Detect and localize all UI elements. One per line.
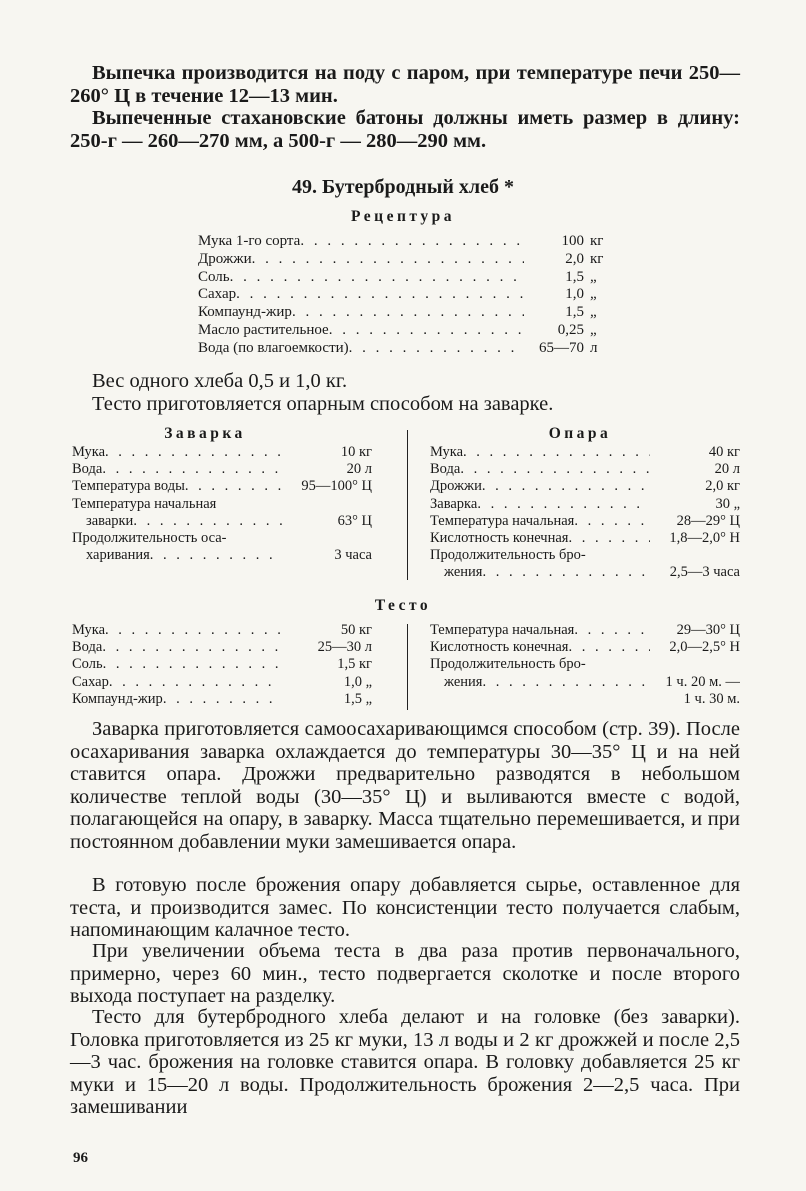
ingredient-unit: кг bbox=[590, 250, 604, 267]
zavarka-value: 63° Ц bbox=[337, 512, 372, 529]
testo-value: 1,0 „ bbox=[343, 673, 372, 690]
leader-dots bbox=[133, 513, 282, 530]
leader-dots bbox=[236, 286, 524, 304]
testo-left-list bbox=[72, 622, 372, 708]
testo-value: 1 ч. 20 м. — bbox=[665, 673, 740, 690]
intro-paragraph-2: Выпеченные стахановские батоны должны иметь размер в длину: 250-г — 260—270 мм, а 500-г — 280—290 мм. bbox=[70, 107, 740, 152]
leader-dots bbox=[300, 233, 524, 251]
leader-dots bbox=[252, 251, 524, 269]
ingredient-unit: „ bbox=[590, 286, 597, 303]
testo-value: 1,5 „ bbox=[343, 690, 372, 707]
ingredient-name: Вода (по влагоемкости) bbox=[198, 339, 349, 356]
recipe-item bbox=[198, 304, 618, 322]
testo-label: Кислотность конечная bbox=[430, 639, 569, 656]
opara-value: 28—29° Ц bbox=[676, 512, 740, 529]
opara-item bbox=[430, 461, 740, 478]
zavarka-label-cont: харивания bbox=[86, 547, 150, 564]
testo-label: Продолжительность бро- bbox=[430, 656, 586, 673]
opara-label: Продолжительность бро- bbox=[430, 547, 586, 564]
testo-item bbox=[72, 674, 372, 691]
weight-text: Вес одного хлеба 0,5 и 1,0 кг. bbox=[92, 370, 348, 392]
recipe-item bbox=[198, 286, 618, 304]
ingredient-amount: 100 bbox=[561, 233, 584, 249]
ingredient-amount: 0,25 bbox=[557, 321, 584, 338]
leader-dots bbox=[105, 622, 282, 639]
zavarka-item bbox=[72, 547, 372, 564]
opara-label: Заварка bbox=[430, 495, 478, 512]
zavarka-value: 20 л bbox=[346, 461, 372, 478]
recipe-heading: Рецептура bbox=[351, 208, 455, 225]
body-paragraph-2: В готовую после брожения опару добавляется сырье, оставленное для теста, и производится замес. По консистенции тесто получается слабым, напоминающим калачное тесто. bbox=[70, 874, 740, 941]
opara-value: 30 „ bbox=[715, 495, 740, 512]
body-paragraph-1: Заварка приготовляется самоосахаривающимся способом (стр. 39). После осахаривания заварка охлаждается до температуры 30—35° Ц и на ней ставится опара. Дрожжи предварительно разводятся в небольшом количестве теплой воды (30—35° Ц) и выливаются вместе с водой, полагающейся на опару, в заварку. Масса тщательно перемешивается, и при постоянном добавлении муки замешивается опара. bbox=[70, 718, 740, 853]
leader-dots bbox=[568, 639, 650, 656]
leader-dots bbox=[102, 639, 282, 656]
opara-item bbox=[430, 513, 740, 530]
testo-item bbox=[72, 656, 372, 673]
opara-label: Кислотность конечная bbox=[430, 530, 569, 547]
zavarka-value: 95—100° Ц bbox=[301, 478, 372, 495]
leader-dots bbox=[185, 478, 282, 495]
zavarka-item bbox=[72, 513, 372, 530]
opara-label: Температура начальная bbox=[430, 512, 575, 529]
leader-dots bbox=[105, 444, 282, 461]
leader-dots bbox=[568, 530, 650, 547]
ingredient-name: Соль bbox=[198, 268, 230, 285]
zavarka-label: Продолжительность оса- bbox=[72, 530, 227, 547]
testo-item bbox=[72, 622, 372, 639]
opara-label-cont: жения bbox=[444, 564, 483, 581]
leader-dots bbox=[329, 322, 524, 340]
recipe-item bbox=[198, 322, 618, 340]
testo-value-2: 1 ч. 30 м. bbox=[683, 690, 740, 707]
zavarka-list bbox=[72, 444, 372, 564]
ingredient-unit: „ bbox=[590, 321, 597, 338]
testo-label: Мука bbox=[72, 622, 106, 638]
testo-value: 1,5 кг bbox=[337, 656, 372, 673]
testo-heading: Тесто bbox=[374, 597, 432, 614]
testo-right-list bbox=[430, 622, 740, 708]
ingredient-unit: кг bbox=[590, 233, 604, 249]
ingredient-name: Компаунд-жир bbox=[198, 304, 292, 321]
leader-dots bbox=[463, 444, 650, 461]
ingredient-name: Дрожжи bbox=[198, 250, 252, 267]
leader-dots bbox=[460, 461, 650, 478]
opara-item bbox=[430, 530, 740, 547]
ingredient-unit: л bbox=[590, 339, 598, 356]
testo-label: Температура начальная bbox=[430, 622, 575, 638]
leader-dots bbox=[574, 513, 650, 530]
leader-dots bbox=[482, 478, 650, 495]
zavarka-label: Мука bbox=[72, 444, 106, 460]
leader-dots bbox=[482, 564, 650, 581]
testo-value: 29—30° Ц bbox=[676, 622, 740, 638]
leader-dots bbox=[150, 547, 282, 564]
leader-dots bbox=[292, 304, 524, 322]
section-title: 49. Бутербродный хлеб * bbox=[292, 176, 514, 198]
testo-label: Сахар bbox=[72, 673, 109, 690]
leader-dots bbox=[163, 691, 282, 708]
testo-value: 2,0—2,5° Н bbox=[669, 639, 740, 656]
column-divider bbox=[407, 430, 408, 580]
zavarka-item bbox=[72, 478, 372, 495]
opara-label: Вода bbox=[430, 461, 461, 478]
zavarka-item bbox=[72, 461, 372, 478]
leader-dots bbox=[574, 622, 650, 639]
opara-list bbox=[430, 444, 740, 582]
ingredient-amount: 1,5 bbox=[565, 268, 584, 285]
intro-paragraph-1: Выпечка производится на поду с паром, при температуре печи 250—260° Ц в течение 12—13 мин. bbox=[70, 62, 740, 107]
ingredient-name: Сахар bbox=[198, 286, 237, 303]
testo-value: 50 кг bbox=[340, 622, 372, 638]
method-text: Тесто приготовляется опарным способом на заварке. bbox=[92, 393, 554, 415]
testo-item-cont bbox=[430, 691, 740, 708]
recipe-item bbox=[198, 233, 618, 251]
leader-dots bbox=[482, 674, 650, 691]
testo-value: 25—30 л bbox=[317, 639, 372, 656]
ingredient-name: Масло растительное bbox=[198, 321, 329, 338]
opara-heading: Опара bbox=[548, 425, 612, 442]
zavarka-heading: Заварка bbox=[164, 425, 246, 442]
ingredient-amount: 1,5 bbox=[565, 304, 584, 321]
testo-item bbox=[430, 622, 740, 639]
opara-item bbox=[430, 496, 740, 513]
testo-label: Вода bbox=[72, 639, 103, 656]
ingredient-name: Мука 1-го сорта bbox=[198, 233, 301, 249]
leader-dots bbox=[102, 461, 282, 478]
zavarka-label-cont: заварки bbox=[86, 512, 134, 529]
recipe-item bbox=[198, 269, 618, 287]
opara-item bbox=[430, 444, 740, 461]
zavarka-value: 10 кг bbox=[340, 444, 372, 460]
opara-item bbox=[430, 564, 740, 581]
ingredient-unit: „ bbox=[590, 304, 597, 321]
leader-dots bbox=[103, 656, 282, 673]
leader-dots bbox=[477, 496, 650, 513]
testo-item bbox=[72, 691, 372, 708]
testo-label-cont: жения bbox=[444, 673, 483, 690]
recipe-item bbox=[198, 340, 618, 358]
ingredient-unit: „ bbox=[590, 268, 597, 285]
opara-value: 1,8—2,0° Н bbox=[669, 530, 740, 547]
ingredient-amount: 2,0 bbox=[565, 250, 584, 267]
recipe-item bbox=[198, 251, 618, 269]
body-paragraph-4: Тесто для бутербродного хлеба делают и на головке (без заварки). Головка приготовляется из 25 кг муки, 13 л воды и 2 кг дрожжей и после 2,5—3 час. брожения на головке ставится опара. В головку добавляется 25 кг муки и 15—20 л воды. Продолжительность брожения 2—2,5 часа. При замешивании bbox=[70, 1006, 740, 1118]
zavarka-label: Температура начальная bbox=[72, 495, 217, 512]
body-paragraph-3: При увеличении объема теста в два раза против первоначального, примерно, через 60 мин., тесто подвергается сколотке и после второго выхода поступает на разделку. bbox=[70, 940, 740, 1007]
opara-label: Мука bbox=[430, 444, 464, 460]
zavarka-label: Вода bbox=[72, 461, 103, 478]
zavarka-label: Температура воды bbox=[72, 478, 185, 495]
opara-label: Дрожжи bbox=[430, 478, 482, 495]
leader-dots bbox=[349, 340, 524, 358]
testo-label: Компаунд-жир bbox=[72, 690, 163, 707]
zavarka-value: 3 часа bbox=[334, 547, 372, 564]
recipe-list bbox=[198, 233, 618, 358]
testo-item bbox=[430, 674, 740, 691]
leader-dots bbox=[109, 674, 282, 691]
ingredient-amount: 1,0 bbox=[565, 286, 584, 303]
column-divider-2 bbox=[407, 624, 408, 710]
opara-value: 2,5—3 часа bbox=[669, 564, 740, 581]
opara-value: 40 кг bbox=[708, 444, 740, 460]
testo-item bbox=[430, 639, 740, 656]
testo-label: Соль bbox=[72, 656, 103, 673]
leader-dots bbox=[230, 269, 524, 287]
zavarka-item bbox=[72, 444, 372, 461]
opara-item bbox=[430, 478, 740, 495]
ingredient-amount: 65—70 bbox=[539, 339, 584, 356]
testo-item bbox=[72, 639, 372, 656]
page-number: 96 bbox=[73, 1150, 88, 1166]
opara-value: 20 л bbox=[714, 461, 740, 478]
opara-value: 2,0 кг bbox=[705, 478, 740, 495]
